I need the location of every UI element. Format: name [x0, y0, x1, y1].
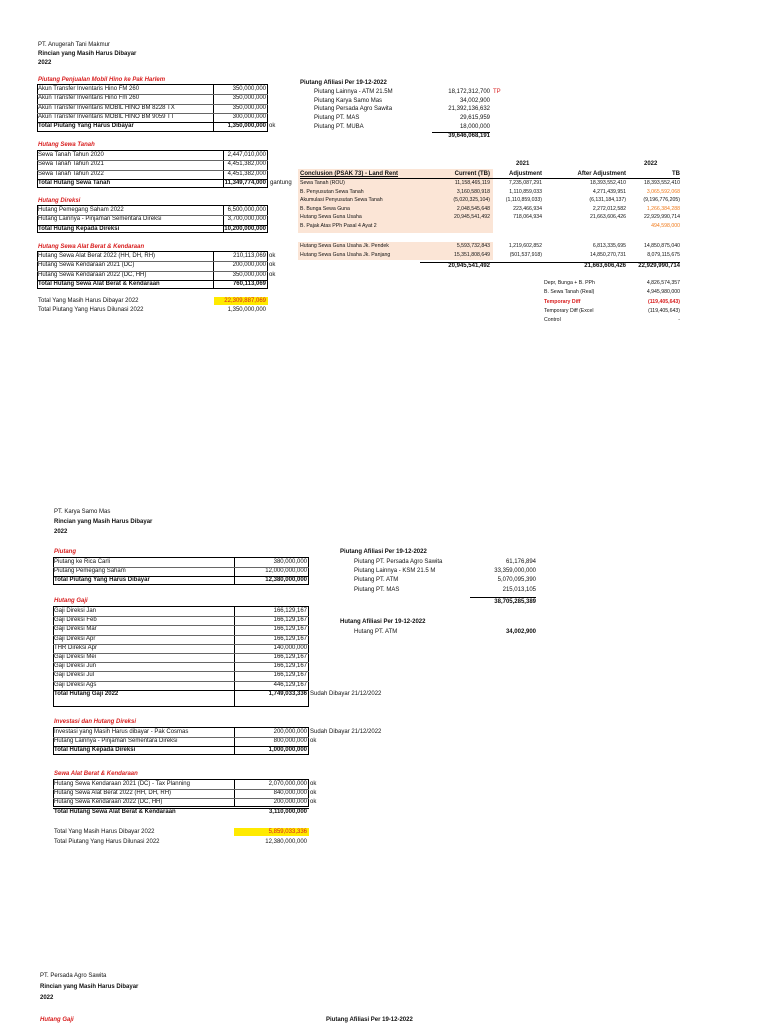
row-label: Akun Transfer Inventaris MOBIL HINO BM 9059 TT — [38, 113, 175, 120]
row-rule — [53, 789, 309, 790]
report-title: Rincian yang Masih Harus Dibayar — [54, 519, 153, 525]
afiliasi-label: Piutang Persada Agro Sawita — [314, 106, 393, 113]
row-value: 350,000,000 — [232, 104, 266, 111]
conclusion-tb: 3,065,592,068 — [646, 188, 680, 195]
row-note: ok — [310, 799, 317, 806]
row-label: THR Direksi Apr — [54, 644, 98, 651]
conclusion-current: 2,048,545,648 — [456, 205, 490, 212]
conclusion-current: 15,351,808,649 — [453, 251, 490, 258]
conclusion-tb: 1,266,384,288 — [646, 205, 680, 212]
row-note: ok — [310, 738, 317, 745]
row-rule — [37, 261, 268, 262]
temp-diff-label: Depr, Bunga + B. PPh — [544, 280, 595, 286]
row-value: 380,000,000 — [273, 559, 307, 565]
afiliasi-value: 29,615,959 — [459, 115, 490, 122]
afiliasi-total: 38,705,285,389 — [494, 599, 536, 605]
report-title: Rincian yang Masih Harus Dibayar — [40, 984, 139, 990]
row-note: ok — [269, 271, 276, 278]
afiliasi-value: 21,392,136,632 — [448, 106, 490, 113]
row-label: Gaji Direksi Mar — [54, 626, 97, 633]
row-label: Hutang Sewa Kendaraan 2022 (DC, HH) — [54, 799, 163, 806]
row-rule — [53, 671, 309, 672]
conclusion-after: (6,131,184,137) — [589, 197, 626, 204]
conclusion-current: (5,020,325,104) — [453, 197, 490, 204]
conclusion-after: 2,272,012,582 — [592, 205, 626, 212]
report-year: 2022 — [38, 60, 52, 66]
conclusion-label: Hutang Sewa Guna Usaha Jk. Panjang — [300, 251, 391, 258]
conclusion-adjustment: 223,466,934 — [513, 205, 542, 212]
afiliasi-label: Piutang PT. MAS — [314, 115, 360, 122]
row-value: 2,070,000,000 — [268, 781, 307, 787]
conclusion-adjustment: (501,537,918) — [509, 251, 542, 258]
row-rule — [37, 215, 268, 216]
total-label: Total Hutang Sewa Alat Berat & Kendaraan — [54, 808, 176, 815]
row-note: Sudah Dibayar 21/12/2022 — [310, 729, 382, 735]
row-label: Hutang Sewa Kendaraan 2021 (DC) — [38, 262, 135, 269]
row-value: 200,000,000 — [232, 262, 266, 269]
summary-value: 1,350,000,000 — [227, 307, 266, 313]
row-label: Gaji Direksi Jun — [54, 663, 97, 670]
conclusion-label: Sewa Tanah (ROU) — [300, 180, 345, 186]
row-rule — [53, 567, 309, 568]
row-label: Sewa Tanah Tahun 2021 — [38, 161, 104, 168]
row-label: Piutang ke Rica Carli — [54, 559, 111, 565]
total-value: 1,000,000,000 — [268, 747, 307, 754]
total-note: ok — [269, 123, 276, 130]
row-value: 140,000,000 — [273, 644, 307, 651]
row-value: 166,129,167 — [273, 654, 307, 660]
summary-label: Total Yang Masih Harus Dibayar 2022 — [38, 298, 139, 304]
col-header: Current (TB) — [454, 171, 490, 177]
row-rule — [37, 170, 268, 171]
hutang-afiliasi-value: 34,002,900 — [505, 629, 536, 635]
conclusion-label: Hutang Sewa Guna Usaha Jk. Pendek — [300, 243, 389, 249]
conclusion-tb: (9,196,776,205) — [643, 197, 680, 204]
report-title: Rincian yang Masih Harus Dibayar — [38, 51, 137, 57]
total-label: Total Hutang Sewa Tanah — [38, 179, 111, 186]
row-label: Hutang Sewa Kendaraan 2022 (DC, HH) — [38, 271, 147, 278]
row-label: Hutang Sewa Alat Berat 2022 (HH, DH, RH) — [54, 790, 172, 797]
row-value: 2,447,010,000 — [227, 152, 266, 158]
row-value: 200,000,000 — [273, 799, 307, 806]
total-label: Total Hutang Gaji 2022 — [54, 690, 119, 697]
summary-label: Total Yang Masih Harus Dibayar 2022 — [54, 829, 155, 835]
section-heading: Investasi dan Hutang Direksi — [54, 719, 137, 725]
afiliasi-value: 5,070,095,390 — [497, 577, 536, 584]
row-value: 446,129,167 — [273, 681, 307, 688]
afiliasi-label: Piutang Lainnya - KSM 21.5 M — [354, 568, 436, 575]
company-name: PT. Anugerah Tani Makmur — [38, 42, 110, 48]
row-rule — [37, 94, 268, 95]
temp-diff-value: - — [678, 317, 680, 324]
row-rule — [53, 625, 309, 626]
total-label: Total Hutang Kepada Direksi — [38, 225, 120, 232]
row-label: Gaji Direksi Mei — [54, 654, 97, 660]
total-value: 760,113,069 — [232, 280, 266, 287]
row-note: ok — [269, 262, 276, 269]
section-heading: Hutang Sewa Alat Berat & Kendaraan — [38, 244, 145, 250]
conclusion-tb: 14,850,875,040 — [643, 243, 680, 249]
row-label: Hutang Sewa Kendaraan 2021 (DC) - Tax Planning — [54, 781, 190, 787]
afiliasi-value: 34,002,900 — [459, 97, 490, 104]
temp-diff-value: 4,826,574,357 — [646, 280, 680, 286]
row-label: Hutang Lainnya - Pinjaman Sementara Direksi — [54, 738, 178, 745]
row-value: 200,000,000 — [273, 729, 307, 735]
section-heading: Piutang Penjualan Mobil Hino ke Pak Harlem — [38, 77, 166, 83]
row-rule — [37, 104, 268, 105]
report-year: 2022 — [54, 529, 68, 535]
row-value: 210,113,069 — [233, 253, 266, 259]
conclusion-label: B. Pajak Atas PPh Pasal 4 Ayat 2 — [300, 223, 377, 229]
conclusion-current: 11,158,465,119 — [454, 180, 490, 186]
afiliasi-label: Piutang Karya Samo Mas — [314, 97, 383, 104]
temp-diff-value: 4,945,980,000 — [646, 289, 680, 296]
afiliasi-label: Piutang PT. Persada Agro Sawita — [354, 559, 443, 565]
total-value: 1,749,033,336 — [268, 690, 307, 697]
conclusion-current: 20,945,541,492 — [453, 214, 490, 221]
row-note: ok — [269, 253, 276, 259]
afiliasi-heading: Piutang Afiliasi Per 19-12-2022 — [300, 80, 387, 86]
row-value: 166,129,167 — [273, 617, 307, 624]
row-rule — [53, 616, 309, 617]
total-label: Total Piutang Yang Harus Dibayar — [38, 123, 134, 130]
row-value: 350,000,000 — [232, 95, 266, 102]
row-value: 350,000,000 — [232, 86, 266, 92]
temp-diff-label: Temporary Diff (Excel — [544, 307, 594, 314]
total-value: 3,110,000,000 — [268, 808, 307, 815]
conclusion-after: 6,813,335,695 — [592, 243, 626, 249]
row-rule — [53, 635, 309, 636]
temp-diff-value: (119,405,643) — [647, 298, 680, 305]
total-value: 10,200,000,000 — [224, 225, 266, 232]
row-label: Gaji Direksi Jan — [54, 608, 97, 614]
row-rule — [53, 681, 309, 682]
afiliasi-value: 18,000,000 — [459, 123, 490, 130]
conclusion-label: B. Bunga Sewa Guna — [300, 205, 350, 212]
afiliasi-note: TP — [493, 89, 501, 95]
row-value: 4,451,382,000 — [227, 170, 266, 177]
summary-label: Total Piutang Yang Harus Dilunasi 2022 — [38, 307, 144, 313]
conclusion-adjustment: 718,064,934 — [513, 214, 542, 221]
total-label: Total Hutang Sewa Alat Berat & Kendaraan — [38, 280, 160, 287]
afiliasi-value: 61,176,894 — [505, 559, 536, 565]
afiliasi-label: Piutang Lainnya - ATM 21.5M — [314, 89, 393, 95]
conclusion-after: 18,393,552,410 — [589, 180, 626, 186]
section-heading: Hutang Gaji — [54, 598, 88, 604]
row-rule — [53, 653, 309, 654]
row-value: 3,700,000,000 — [227, 216, 266, 223]
afiliasi-value: 33,359,000,000 — [494, 568, 536, 575]
row-value: 800,000,000 — [273, 738, 307, 745]
row-label: Gaji Direksi Ags — [54, 681, 97, 688]
row-value: 166,129,167 — [273, 635, 307, 642]
row-label: Akun Transfer Inventaris Hino FM 260 — [38, 86, 140, 92]
total-value: 1,350,000,000 — [227, 123, 266, 130]
hutang-afiliasi-label: Hutang PT. ATM — [354, 629, 398, 635]
conclusion-tb: 22,929,990,714 — [643, 214, 680, 221]
conclusion-current: 5,593,732,843 — [456, 243, 490, 249]
summary-value: 12,380,000,000 — [265, 839, 307, 845]
section-heading: Piutang — [54, 549, 76, 555]
conclusion-heading: Conclusion (PSAK 73) - Land Rent — [300, 171, 399, 177]
summary-label: Total Piutang Yang Harus Dilunasi 2022 — [54, 839, 160, 845]
conclusion-after: 21,663,606,426 — [589, 214, 626, 221]
row-value: 840,000,000 — [273, 790, 307, 797]
afiliasi-heading: Piutang Afiliasi Per 19-12-2022 — [340, 549, 427, 555]
row-value: 6,500,000,000 — [227, 207, 266, 213]
col-header: After Adjustment — [577, 171, 626, 177]
row-rule — [53, 737, 309, 738]
year-header: 2022 — [644, 161, 658, 167]
row-label: Gaji Direksi Jul — [54, 672, 95, 679]
conclusion-after: 4,271,439,951 — [592, 188, 626, 195]
company-name: PT. Persada Agro Sawita — [40, 973, 107, 979]
total-value: 11,349,774,000 — [224, 179, 266, 186]
conclusion-label: Hutang Sewa Guna Usaha — [300, 214, 362, 221]
conclusion-label: Akumulasi Penyusutan Sewa Tanah — [300, 197, 383, 204]
conclusion-adjustment: 7,235,087,291 — [508, 180, 542, 186]
row-rule — [53, 662, 309, 663]
afiliasi-heading: Piutang Afiliasi Per 19-12-2022 — [326, 1017, 413, 1023]
total-note: Sudah Dibayar 21/12/2022 — [310, 690, 382, 697]
conclusion-total: 22,929,990,714 — [638, 263, 680, 269]
conclusion-total: 21,663,606,426 — [584, 263, 626, 269]
conclusion-adjustment: 1,110,859,033 — [509, 188, 542, 195]
row-rule — [53, 644, 309, 645]
afiliasi-value: 18,172,312,700 — [448, 89, 490, 95]
row-label: Sewa Tanah Tahun 2022 — [38, 170, 104, 177]
total-label: Total Hutang Kepada Direksi — [54, 747, 136, 754]
row-rule — [37, 113, 268, 114]
section-heading: Hutang Direksi — [38, 198, 81, 204]
row-rule — [37, 271, 268, 272]
report-year: 2022 — [40, 995, 54, 1001]
summary-value: 22,309,887,069 — [224, 298, 266, 304]
row-rule — [53, 798, 309, 799]
col-header: Adjustment — [509, 171, 542, 177]
total-label: Total Piutang Yang Harus Dibayar — [54, 577, 150, 584]
row-value: 350,000,000 — [232, 271, 266, 278]
conclusion-adjustment: (1,110,859,033) — [505, 197, 542, 204]
afiliasi-value: 215,013,105 — [502, 586, 536, 593]
section-heading: Hutang Sewa Tanah — [38, 142, 95, 148]
conclusion-adjustment: 1,219,602,852 — [508, 243, 542, 249]
row-value: 166,129,167 — [273, 626, 307, 633]
temp-diff-label: B. Sewa Tanah (Real) — [544, 289, 595, 296]
total-note: gantung — [270, 179, 292, 186]
conclusion-tb: 18,393,552,410 — [643, 180, 680, 186]
row-value: 166,129,167 — [273, 663, 307, 670]
row-label: Gaji Direksi Feb — [54, 617, 97, 624]
header-rule — [300, 178, 680, 179]
row-value: 166,129,167 — [273, 608, 307, 614]
conclusion-tb: 8,079,115,675 — [647, 251, 680, 258]
conclusion-after: 14,850,270,731 — [589, 251, 626, 258]
afiliasi-label: Piutang PT. ATM — [354, 577, 399, 584]
temp-diff-label: Temporary Diff — [544, 298, 581, 305]
row-label: Akun Transfer Inventaris Hino Fm 260 — [38, 95, 140, 102]
conclusion-tb: 494,598,000 — [651, 223, 680, 229]
year-header: 2021 — [516, 161, 530, 167]
col-header: TB — [672, 171, 680, 177]
temp-diff-label: Control — [544, 317, 561, 324]
row-label: Investasi yang Masih Harus dibayar - Pak Cosmas — [54, 729, 189, 735]
row-label: Hutang Pemegang Saham 2022 — [38, 207, 124, 213]
row-label: Akun Transfer Inventaris MOBIL HINO BM 8228 TX — [38, 104, 175, 111]
company-name: PT. Karya Samo Mas — [54, 509, 111, 515]
row-value: 12,000,000,000 — [265, 568, 307, 575]
afiliasi-label: Piutang PT. MUBA — [314, 123, 364, 130]
row-rule — [37, 160, 268, 161]
row-label: Hutang Lainnya - Pinjaman Sementara Direksi — [38, 216, 162, 223]
conclusion-total: 20,945,541,492 — [448, 263, 490, 269]
temp-diff-value: (119,405,643) — [648, 307, 680, 314]
row-note: ok — [310, 790, 317, 797]
row-label: Piutang Pemegang Saham — [54, 568, 126, 575]
total-value: 12,380,000,000 — [265, 577, 307, 584]
row-note: ok — [310, 781, 317, 787]
afiliasi-total: 39,646,068,191 — [448, 133, 490, 139]
row-label: Hutang Sewa Alat Berat 2022 (HH, DH, RH) — [38, 253, 156, 259]
row-label: Gaji Direksi Apr — [54, 635, 96, 642]
hutang-afiliasi-heading: Hutang Afiliasi Per 19-12-2022 — [340, 619, 426, 625]
section-heading: Hutang Gaji — [40, 1017, 74, 1023]
afiliasi-label: Piutang PT. MAS — [354, 586, 400, 593]
summary-value: 5,859,033,336 — [268, 829, 307, 835]
row-value: 300,000,000 — [232, 113, 266, 120]
row-value: 4,451,382,000 — [227, 161, 266, 168]
row-value: 166,129,167 — [273, 672, 307, 679]
conclusion-current: 3,160,580,918 — [456, 188, 490, 195]
row-label: Sewa Tanah Tahun 2020 — [38, 152, 104, 158]
section-heading: Sewa Alat Berat & Kendaraan — [54, 771, 138, 777]
conclusion-label: B. Penyusutan Sewa Tanah — [300, 188, 364, 195]
